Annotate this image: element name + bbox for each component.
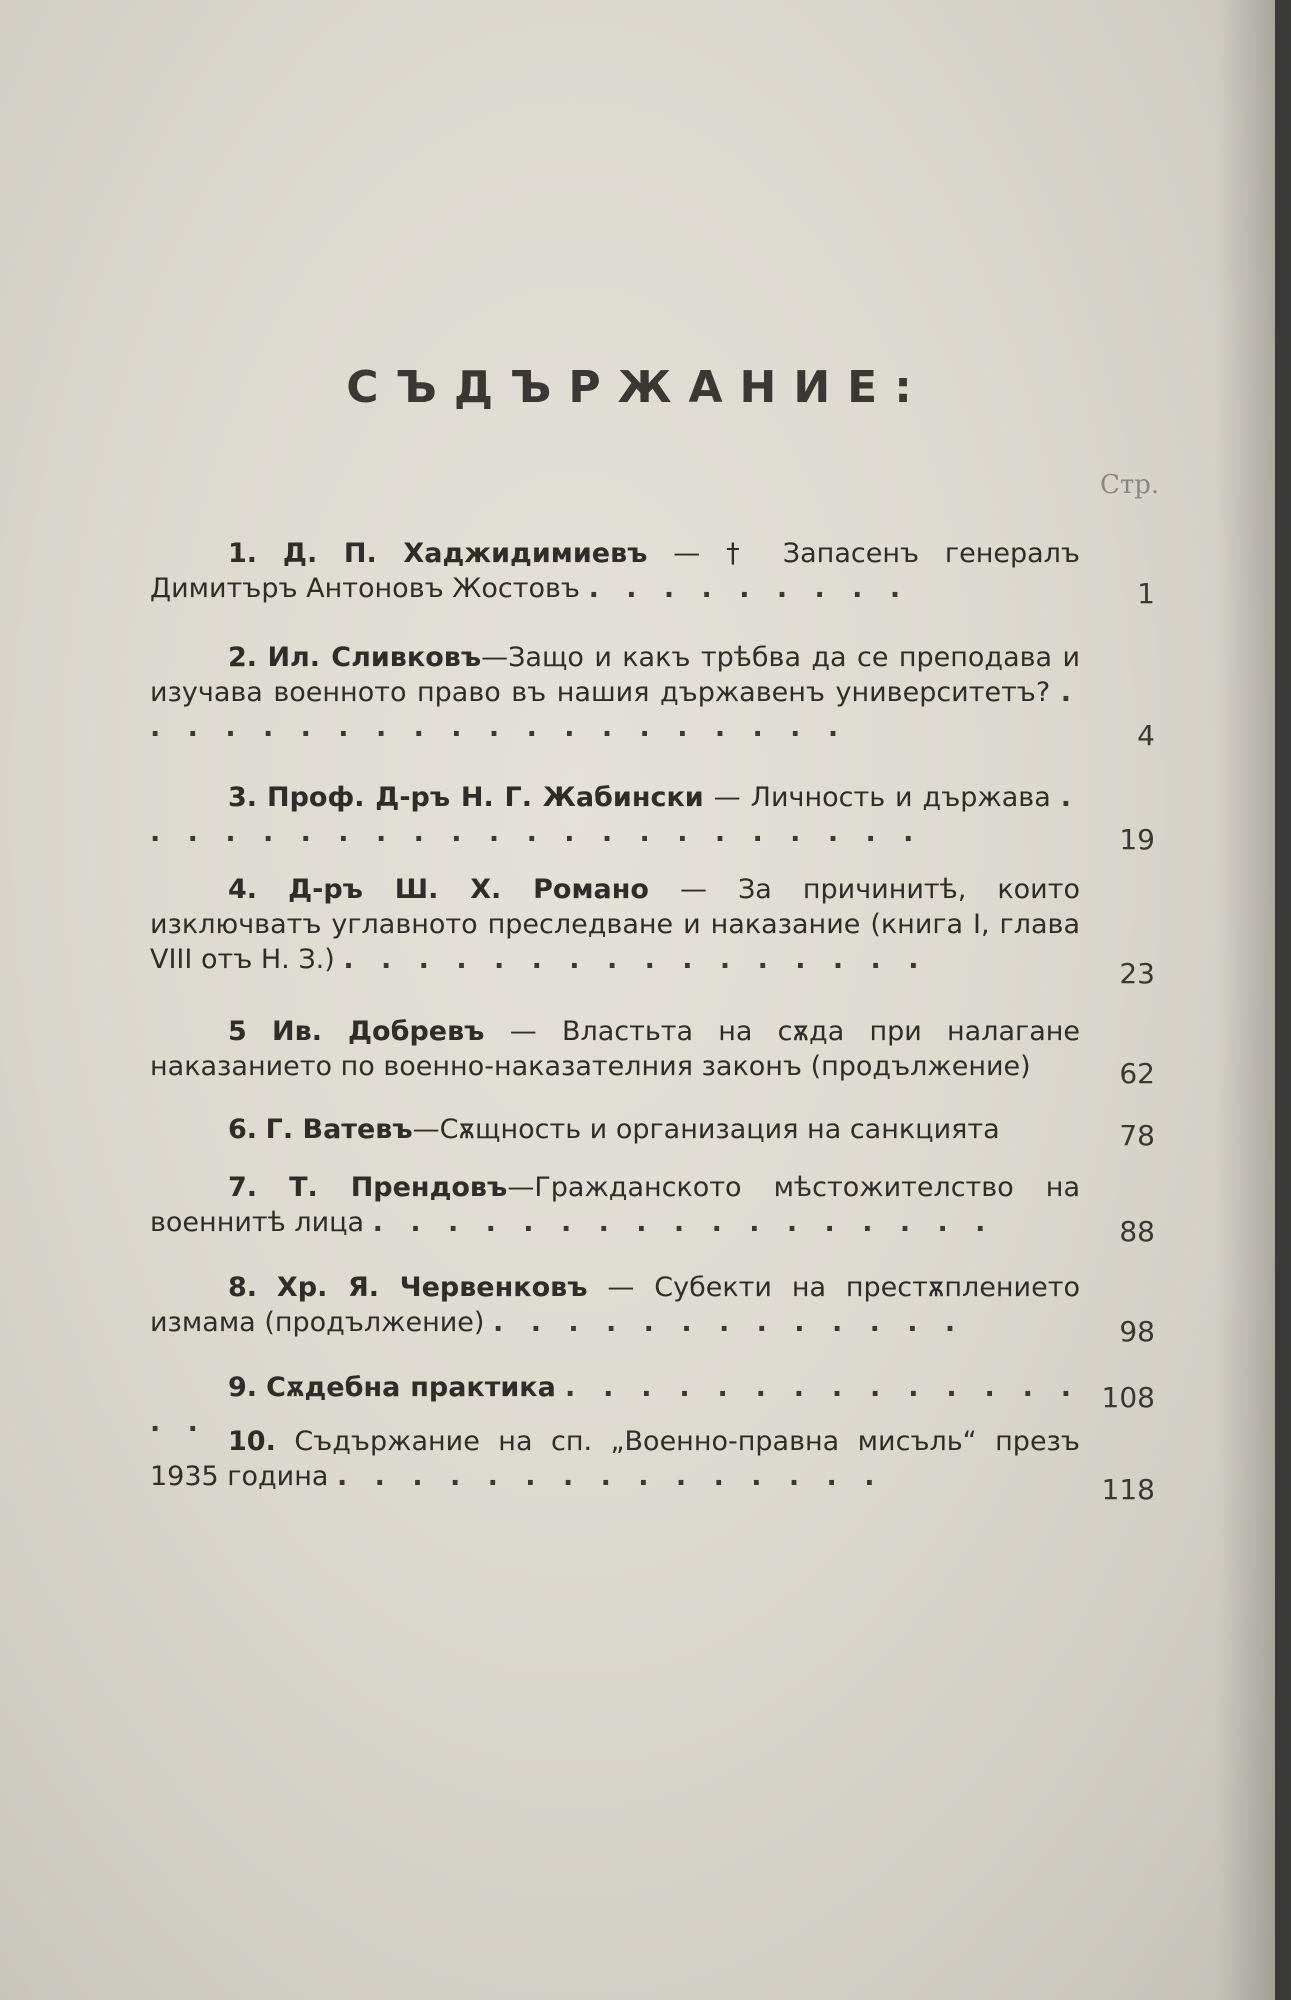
toc-entry [150, 1170, 1165, 1248]
entry-separator: — [481, 642, 509, 673]
entry-title: Субекти на престѫплението измама (продължение) [150, 1272, 1080, 1338]
toc-entry [150, 1270, 1165, 1348]
entry-separator: — [484, 1016, 562, 1047]
entry-number: 10. [228, 1426, 276, 1457]
toc-entry [150, 1424, 1165, 1506]
entry-number: 4. [228, 874, 258, 905]
toc-entry [150, 1014, 1165, 1090]
dot-leader: . . . . . . . . . . . . . . . . [150, 1372, 1081, 1438]
entry-number: 1. [228, 538, 258, 569]
entry-page-number: 78 [1119, 1119, 1155, 1152]
toc-entry [150, 872, 1165, 990]
dot-leader: . . . . . . . . . . . . . . . [337, 1461, 884, 1492]
entry-separator: — [648, 874, 738, 905]
entry-number: 8. [228, 1272, 258, 1303]
entry-title: Съдържание на сп. „Военно-правна мисъль“ презъ 1935 година [150, 1426, 1080, 1492]
entry-number: 5 [228, 1016, 247, 1047]
toc-entry [150, 536, 1165, 610]
entry-page-number: 118 [1101, 1473, 1155, 1506]
entry-title: Властьта на сѫда при налагане наказанието по военно-наказателния законъ (продължение) [150, 1016, 1081, 1082]
entry-separator: — [507, 1172, 535, 1203]
toc-entry-text [150, 640, 1080, 745]
entry-page-number: 88 [1119, 1215, 1155, 1248]
entry-author: Д. П. Хаджидимиевъ [282, 538, 648, 569]
entry-separator: — [587, 1272, 655, 1303]
entry-number: 3. [228, 782, 258, 813]
entry-author: Ил. Сливковъ [267, 642, 482, 673]
dot-leader: . . . . . . . . . . . . . [493, 1307, 965, 1338]
dot-leader: . . . . . . . . . [588, 573, 910, 604]
entry-title: За причинитѣ, които изключватъ углавното преследване и наказание (книга I, глава VIII отъ Н. З.) [150, 874, 1080, 975]
toc-entry-text [150, 1112, 1080, 1147]
entry-author: Ив. Добревъ [272, 1016, 485, 1047]
page-column-header: Стр. [1100, 470, 1160, 500]
dot-leader: . . . . . . . . . . . . . . . . [343, 944, 928, 975]
toc-entry-text [150, 780, 1080, 850]
entry-page-number: 98 [1119, 1315, 1155, 1348]
entry-title: Личность и държава [750, 782, 1051, 813]
entry-separator: — [703, 782, 751, 813]
toc-entry [150, 1112, 1165, 1152]
entry-author: Сѫдебна практика [266, 1372, 556, 1403]
entry-author: Проф. Д-ръ Н. Г. Жабински [267, 782, 704, 813]
entry-author: Т. Прендовъ [289, 1172, 508, 1203]
entry-page-number: 19 [1119, 823, 1155, 856]
entry-separator: — [647, 538, 727, 569]
toc-entry [150, 780, 1165, 856]
toc-entry [150, 640, 1165, 752]
toc-entry-text [150, 1424, 1080, 1494]
toc-entry-text [150, 1014, 1080, 1084]
entry-title: Сѫщность и организация на санкцията [439, 1114, 1000, 1145]
dot-leader: . . . . . . . . . . . . . . . . . . . . [150, 677, 1080, 743]
entry-title: † Запасенъ генералъ Димитъръ Антоновъ Жостовъ [150, 538, 1080, 604]
toc-entry-text [150, 872, 1080, 977]
toc-entry-text [150, 536, 1080, 606]
entry-page-number: 108 [1101, 1381, 1155, 1414]
entry-page-number: 1 [1137, 577, 1155, 610]
toc-entry [150, 1370, 1165, 1438]
entry-page-number: 4 [1137, 719, 1155, 752]
dot-leader: . . . . . . . . . . . . . . . . . [372, 1207, 995, 1238]
entry-number: 2. [228, 642, 258, 673]
entry-page-number: 62 [1119, 1057, 1155, 1090]
entry-author: Г. Ватевъ [265, 1114, 413, 1145]
toc-entry-text [150, 1270, 1080, 1340]
entry-number: 7. [228, 1172, 258, 1203]
entry-number: 6. [228, 1114, 258, 1145]
entry-author: Хр. Я. Червенковъ [276, 1272, 588, 1303]
entry-separator: — [412, 1114, 440, 1145]
entry-page-number: 23 [1119, 957, 1155, 990]
dot-leader: . . . . . . . . . . . . . . . . . . . . . . [150, 782, 1080, 848]
entry-author: Д-ръ Ш. Х. Романо [288, 874, 649, 905]
entry-number: 9. [228, 1372, 258, 1403]
entry-title: Защо и какъ трѣбва да се преподава и изучава военното право въ нашия държавенъ университетъ? [150, 642, 1080, 708]
entry-title: Гражданското мѣстожителство на военнитѣ лица [150, 1172, 1080, 1238]
toc-entry-text [150, 1170, 1080, 1240]
page-title: СЪДЪРЖАНИЕ: [346, 362, 929, 413]
